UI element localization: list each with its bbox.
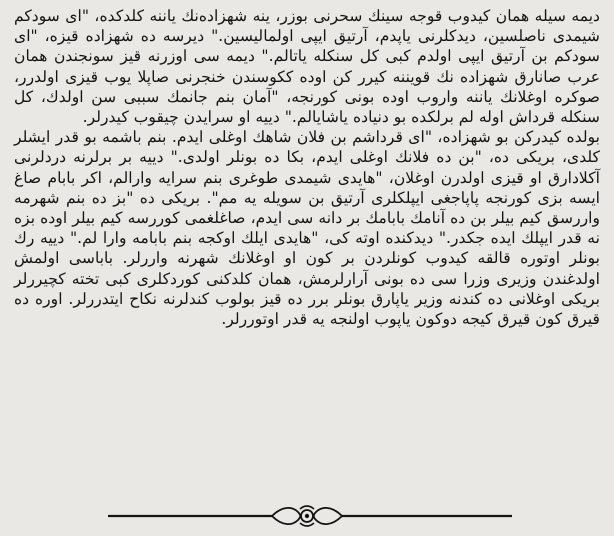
body-text [14, 6, 600, 329]
paragraph-2: بولده کیدرکن بو شهزاده، "ای قرداشم بن فلان شاهك اوغلی ایدم. بنم باشمه بو قدر ایشلر کلدی، بریکی ده، "بن ده فلانك اوغلی ایدم، بکا ده بونلر اولدی." دییه بر برلرنه دردلرنی آکلادارق او قیزی اولدرن اوغلان، "هایدی شیمدی طوغری بنم سرایه وارالم، اکر بابام صاغ ایسه بزی کورنجه پاپاجغی ایپلکلری آرتیق بن سویله یه مم". بریکی ده "بز ده بنم شهرمه واررسق کیم بیلر بن ده آنامك بابامك بر دانه سی ایدم، صاغلغمی کوررسه کیم بیلر اوده بزه نه قدر ایپلك ایده جکدر." دیدکنده اوته کی، "هایدی ایلك اوکجه بنم بابامه وارا لم." دییه رك بونلر اوتوره قالقه کیدوب کونلردن بر کون او اوغلانك شهرنه واررلر. باباسی اولمش اولدغندن وزیری وزرا سی ده بونی آرارلرمش، همان کلدکنی کوردکلری کبی تخته کچیررلر بریکی اوغلانی ده کندنه وزیر یاپارق بونلر برر ده قیز بولوب کندلرنه نکاح ایتدررلر. اوره ده قیرق کون قیرق کیجه دوکون یاپوب اولنجه یه قدر اوتوررلر. [14, 128, 600, 329]
ornament-divider-icon [0, 501, 614, 531]
paragraph-1: دیمه سیله همان کیدوب قوجه سینك سحرنی بوزر، ینه شهزادەنك یاننه کلدکده، "ای سودکم شیمدی ناصلسین، دیدکلرنی یاپدم، آرتیق ایپی اولمالیسین." دیرسه ده شهزاده قیزه، "ای سودکم بن آرتیق ایپی اولدم کبی کل سنکله یاتالم." دیمه سی اوزرنه قیز سونجندن همان عرب صانارق شهزاده نك قویننه کیرر کن اوده ککوسندن خنجرنی صاپلا یوب قیزی اولدرر، صوکره اوغلانك یاننه واروب اوده بونی کورنجه، "آمان بنم جانمك سببی سن اولدك، کل سنکله قرداش اوله لم برلکده بو دنیاده یاشایالم." دییه او سرایدن چیقوب کیدرلر. [14, 7, 600, 127]
